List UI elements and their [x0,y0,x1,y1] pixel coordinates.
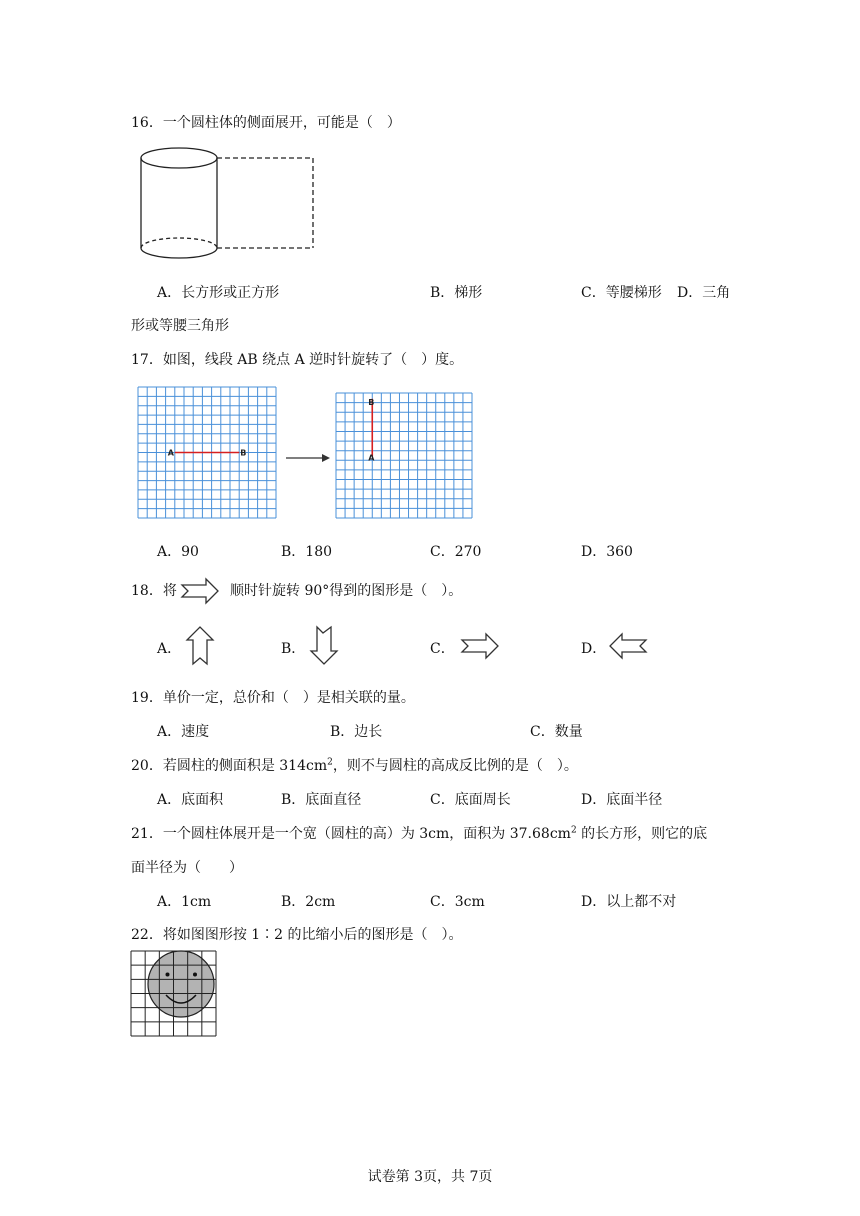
q20-option-b[interactable]: B．底面直径 [281,792,362,808]
q20-stem-sup: 2 [327,757,333,768]
q21-option-b[interactable]: B．2cm [281,894,336,910]
q18-option-c[interactable]: C． [430,641,455,657]
q21-stem-before: 21．一个圆柱体展开是一个宽（圆柱的高）为 3cm，面积为 37.68cm [131,826,571,842]
smiley-eye [166,973,170,977]
q17-stem: 17．如图，线段 AB 绕点 A 逆时针旋转了（ ）度。 [131,352,464,368]
q17-option-a[interactable]: A．90 [157,544,199,560]
point-b-label: B [368,397,375,407]
q16-option-d[interactable]: D．三角 [677,285,731,301]
point-a-label: A [167,448,175,458]
point-a-label: A [368,453,375,463]
cylinder-figure [138,144,318,262]
q19-option-a[interactable]: A．速度 [157,724,210,740]
q20-stem [131,755,578,775]
q21-stem-sup: 2 [570,825,577,836]
q21-option-c[interactable]: C．3cm [430,894,485,910]
smiley-eye [193,973,197,977]
q19-stem: 19．单价一定，总价和（ ）是相关联的量。 [131,690,415,706]
q18-option-a[interactable]: A． [157,641,182,657]
q20-stem-before: 20．若圆柱的侧面积是 314cm [131,758,328,774]
q16-stem: 16．一个圆柱体的侧面展开，可能是（ ） [131,115,401,131]
q18-stem-before: 18．将 [131,583,177,599]
grid-after-rotation [336,393,472,518]
arrow-left-outline-icon [608,633,648,659]
page-footer: 试卷第 3页，共 7页 [367,1169,493,1185]
grid-before-rotation [138,387,276,518]
q22-stem: 22．将如图图形按 1∶2 的比缩小后的图形是（ ）。 [131,927,463,943]
q17-option-c[interactable]: C．270 [430,544,482,560]
q21-option-a[interactable]: A．1cm [157,894,212,910]
arrow-down-outline-icon [309,625,339,665]
q19-option-c[interactable]: C．数量 [530,724,583,740]
q20-option-a[interactable]: A．底面积 [157,792,224,808]
q16-option-a[interactable]: A．长方形或正方形 [157,285,280,301]
smiley-grid-figure [131,951,216,1036]
q21-stem-after: 的长方形，则它的底 [576,826,708,842]
point-b-label: B [240,448,247,458]
q16-option-c[interactable]: C．等腰梯形 [581,285,662,301]
smiley-face [148,951,214,1017]
q16-option-b[interactable]: B．梯形 [430,285,483,301]
arrow-up-outline-icon [186,626,214,666]
q20-stem-after: ，则不与圆柱的高成反比例的是（ ）。 [332,758,578,774]
q20-option-d[interactable]: D．底面半径 [581,792,663,808]
q18-option-d[interactable]: D． [581,641,607,657]
arrow-right-outline-icon [180,578,220,604]
q21-stem [131,823,707,843]
q19-option-b[interactable]: B．边长 [330,724,383,740]
q17-option-d[interactable]: D．360 [581,544,633,560]
q18-option-b[interactable]: B． [281,641,306,657]
q20-option-c[interactable]: C．底面周长 [430,792,511,808]
arrow-right-icon [286,452,330,464]
q16-option-d-continued: 形或等腰三角形 [131,318,229,334]
q21-stem-line2: 面半径为（ ） [131,860,243,876]
q18-stem-after: 顺时针旋转 90°得到的图形是（ ）。 [230,583,463,599]
q17-option-b[interactable]: B．180 [281,544,333,560]
arrow-right-outline-icon [460,633,500,659]
q21-option-d[interactable]: D．以上都不对 [581,894,677,910]
